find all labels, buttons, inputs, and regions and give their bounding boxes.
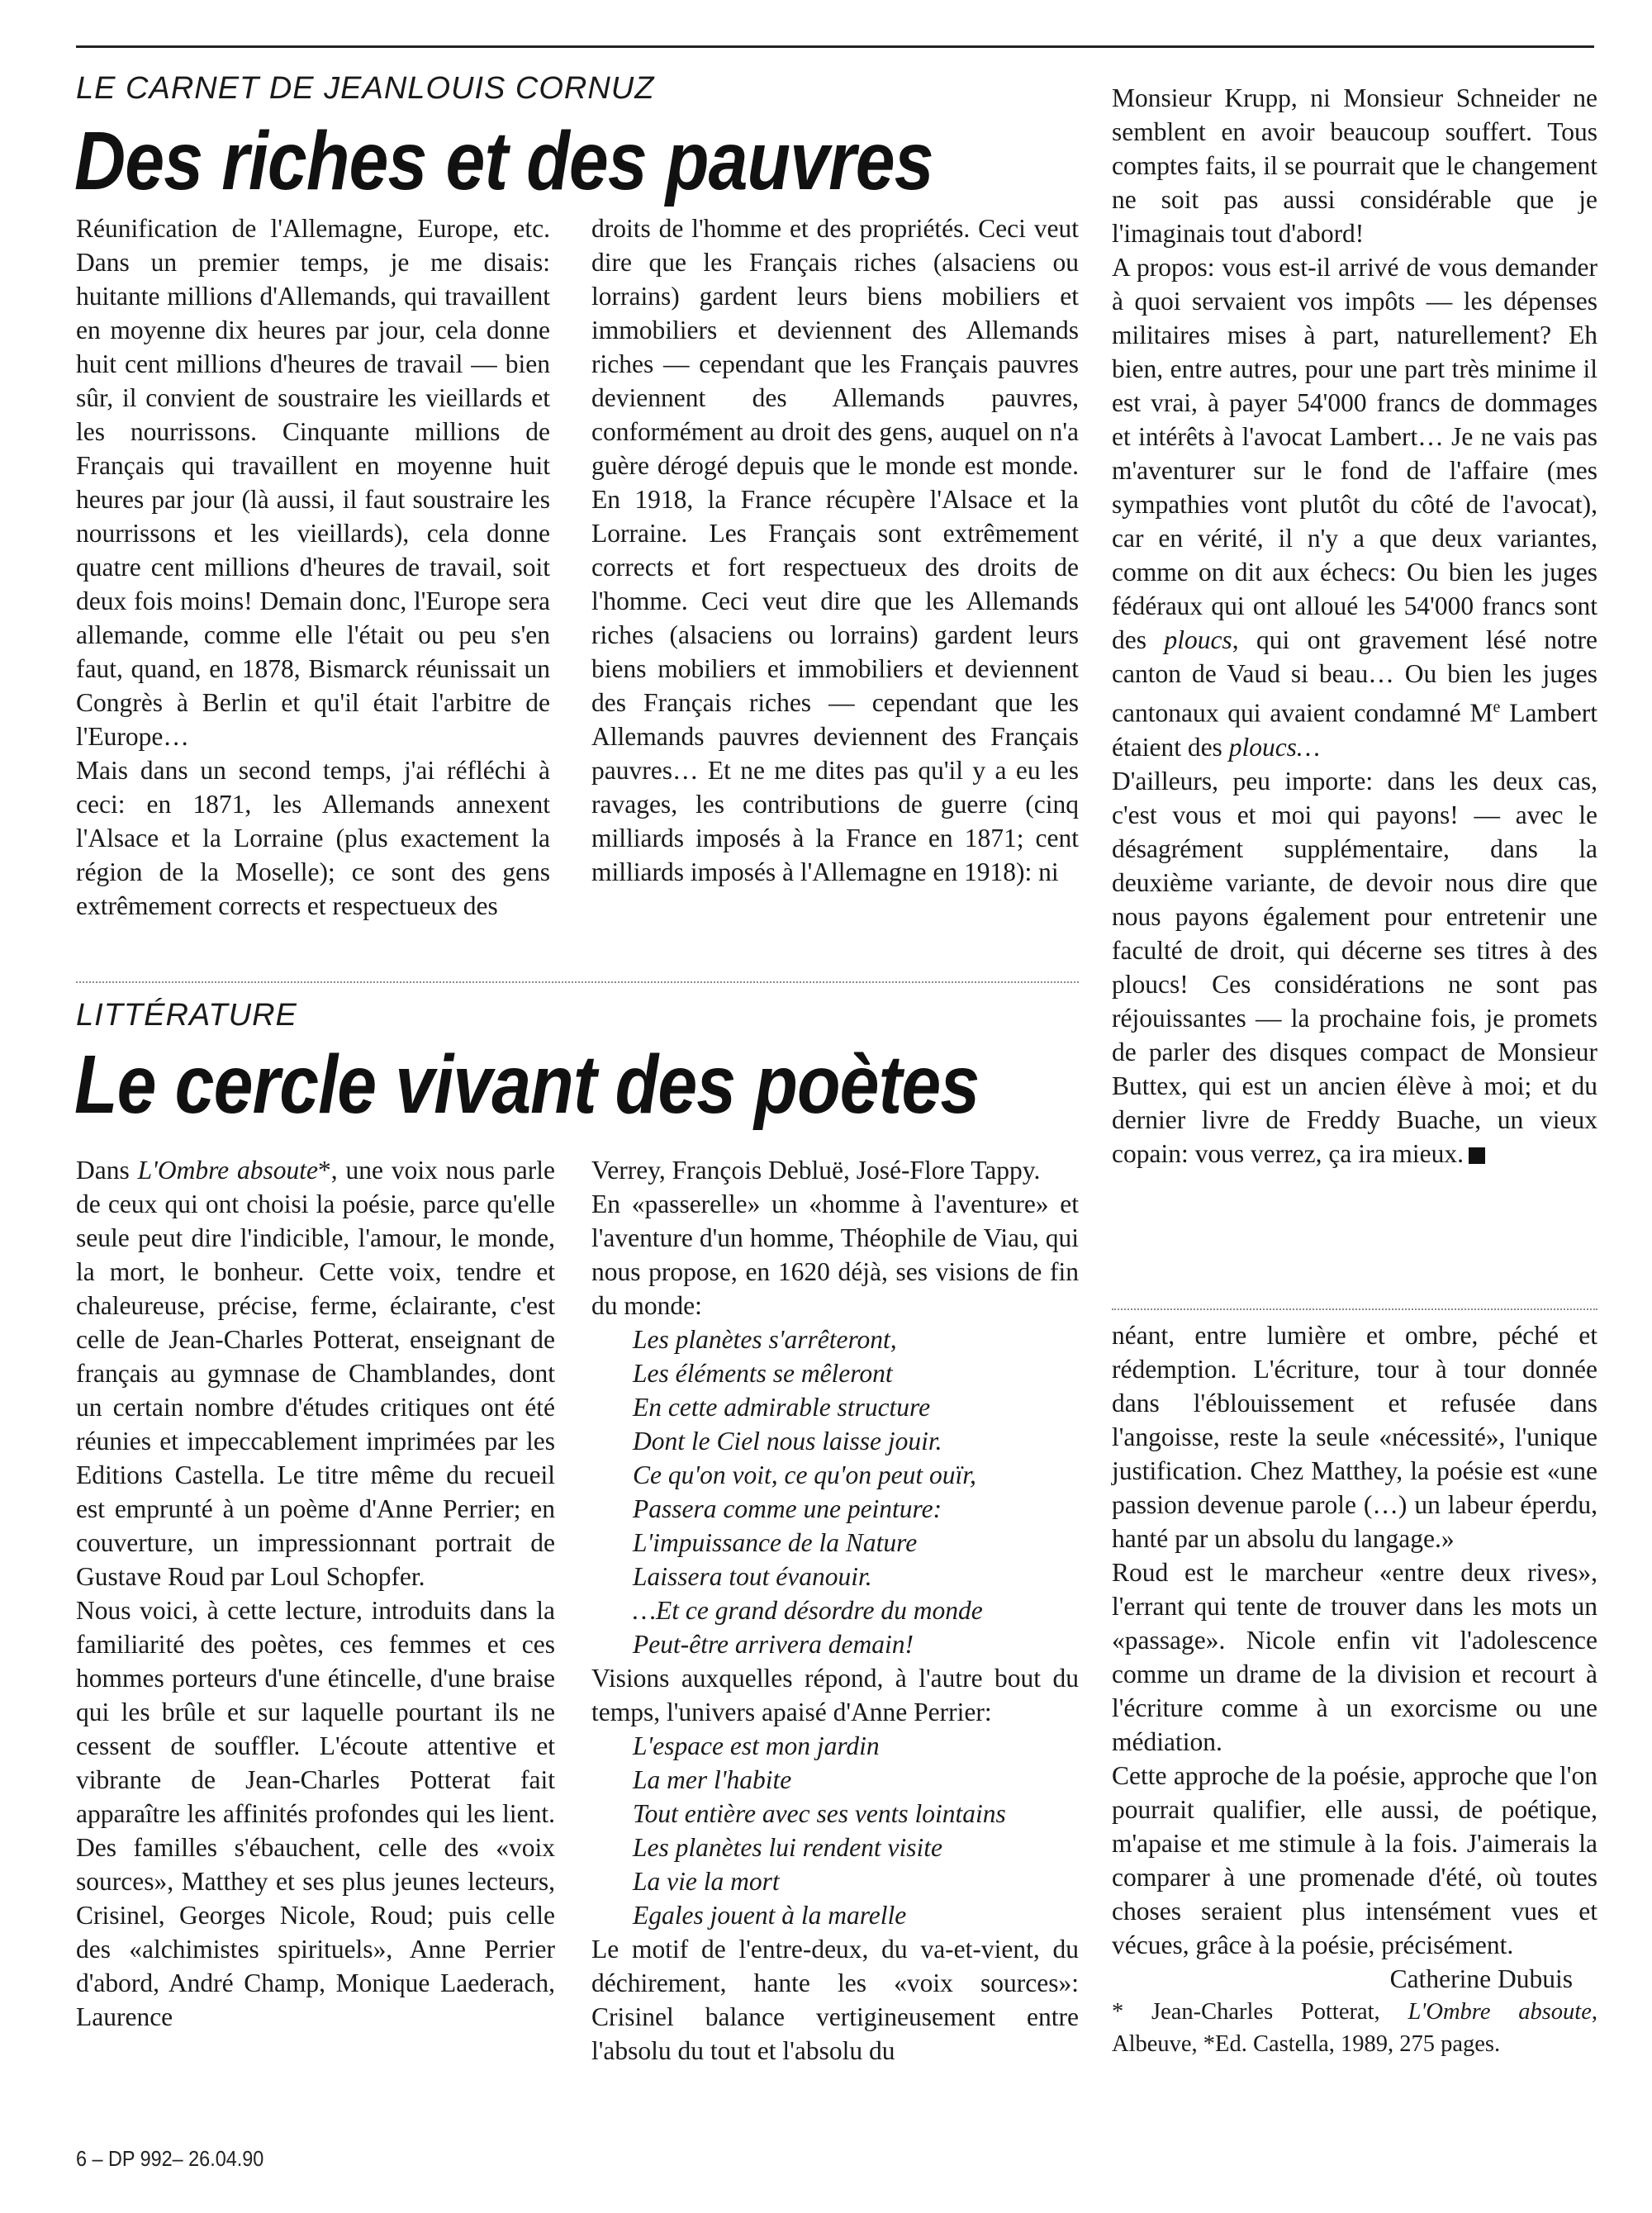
author-signature: Catherine Dubuis	[1389, 1964, 1573, 1993]
poem-line: Ce qu'on voit, ce qu'on peut ouïr,	[633, 1460, 976, 1489]
article1-col2	[591, 211, 1079, 889]
poem-line: Les éléments se mêleront	[633, 1359, 893, 1388]
poem-line: L'espace est mon jardin	[633, 1731, 880, 1760]
poem-line: Peut-être arrivera demain!	[633, 1630, 914, 1659]
poem-line: Passera comme une peinture:	[633, 1494, 942, 1523]
paragraph: En «passerelle» un «homme à l'aventure» et l'aventure d'un homme, Théophile de Viau, qui nous propose, en 1620 déjà, ses visions de fin du monde:	[591, 1190, 1079, 1320]
paragraph: Cette approche de la poésie, approche que l'on pourrait qualifier, elle aussi, de poétique, m'apaise et me stimule à la fois. J'aimerais la comparer à une promenade d'été, où toutes choses seraient plus intensément vues et vécues, grâce à la poésie, précisément.	[1112, 1761, 1597, 1959]
paragraph: Roud est le marcheur «entre deux rives», l'errant qui tente de trouver dans les mots un «passage». Nicole enfin vit l'adolescence comme un drame de la division et recourt à l'écriture comme à un exorcisme ou une médiation.	[1112, 1558, 1597, 1756]
poem-line: Laissera tout évanouir.	[633, 1562, 872, 1591]
poem-line: Egales jouent à la marelle	[633, 1901, 907, 1930]
column-divider	[1112, 1308, 1597, 1310]
article2-col1	[76, 1153, 555, 2034]
article1-col3	[1112, 81, 1597, 1171]
end-mark-icon	[1469, 1147, 1485, 1164]
page-footer: 6 – DP 992– 26.04.90	[76, 2146, 264, 2171]
paragraph: Mais dans un second temps, j'ai réfléchi à ceci: en 1871, les Allemands annexent l'Alsace et la Lorraine (plus exactement la région de la Moselle); ce sont des gens extrêmement corrects et respectueux des	[76, 756, 550, 920]
paragraph: Monsieur Krupp, ni Monsieur Schneider ne semblent en avoir beaucoup souffert. Tous comptes faits, il se pourrait que le changement ne soit pas aussi considérable que je l'imaginais tout d'abord!	[1112, 83, 1597, 248]
footnote: * Jean-Charles Potterat, L'Ombre absoute, Albeuve, *Ed. Castella, 1989, 275 pages.	[1112, 1999, 1598, 2057]
poem-line: La mer l'habite	[633, 1765, 792, 1794]
article2-title: Le cercle vivant des poètes	[74, 1038, 980, 1131]
paragraph: Visions auxquelles répond, à l'autre bout du temps, l'univers apaisé d'Anne Perrier:	[591, 1664, 1079, 1726]
poem-line: La vie la mort	[633, 1867, 780, 1896]
paragraph: droits de l'homme et des propriétés. Ceci veut dire que les Français riches (alsaciens ou lorrains) gardent leurs biens mobiliers et immobiliers et deviennent des Allemands riches — cependant que les Français pauvres deviennent des Allemands pauvres, conformément au droit des gens, auquel on n'a guère dérogé depuis que le monde est monde. En 1918, la France récupère l'Alsace et la Lorraine. Les Français sont extrêmement corrects et fort respectueux des droits de l'homme. Ceci veut dire que les Allemands riches (alsaciens ou lorrains) gardent leurs biens mobiliers et immobiliers et deviennent des Français riches — cependant que les Allemands pauvres deviennent des Français pauvres… Et ne me dites pas qu'il y a eu les ravages, les contributions de guerre (cinq milliards imposés à la France en 1871; cent milliards imposés à l'Allemagne en 1918): ni	[591, 214, 1079, 886]
article1-title: Des riches et des pauvres	[74, 115, 933, 207]
paragraph: Dans L'Ombre absoute*, une voix nous parle de ceux qui ont choisi la poésie, parce qu'elle seule peut dire l'indicible, l'amour, le monde, la mort, le bonheur. Cette voix, tendre et chaleureuse, précise, ferme, éclairante, c'est celle de Jean-Charles Potterat, enseignant de français au gymnase de Chamblandes, dont un certain nombre d'études critiques ont été réunies et impeccablement imprimées par les Editions Castella. Le titre même du recueil est emprunté à un poème d'Anne Perrier; en couverture, un impressionnant portrait de Gustave Roud par Loul Schopfer.	[76, 1156, 555, 1591]
poem-line: Tout entière avec ses vents lointains	[633, 1799, 1006, 1828]
paragraph: Réunification de l'Allemagne, Europe, etc. Dans un premier temps, je me disais: huitante millions d'Allemands, qui travaillent en moyenne dix heures par jour, cela donne huit cent millions d'heures de travail — bien sûr, il convient de soustraire les vieillards et les nourrissons. Cinquante millions de Français qui travaillent en moyenne huit heures par jour (là aussi, il faut soustraire les nourrissons et les vieillards), cela donne quatre cent millions d'heures de travail, soit deux fois moins! Demain donc, l'Europe sera allemande, comme elle l'était ou peu s'en faut, quand, en 1878, Bismarck réunissait un Congrès à Berlin et qu'il était l'arbitre de l'Europe…	[76, 214, 550, 751]
poem-theophile-de-viau	[633, 1323, 1079, 1661]
paragraph: néant, entre lumière et ombre, péché et rédemption. L'écriture, tour à tour donnée dans l'éblouissement et refusée dans l'angoisse, reste la seule «nécessité», l'unique justification. Chez Matthey, la poésie est «une passion devenue parole (…) un labeur éperdu, hanté par un absolu du langage.»	[1112, 1321, 1597, 1553]
poem-line: …Et ce grand désordre du monde	[633, 1596, 983, 1625]
paragraph: Le motif de l'entre-deux, du va-et-vient, du déchirement, hante les «voix sources»: Crisinel balance vertigineusement entre l'absolu du tout et l'absolu du	[591, 1935, 1079, 2065]
section-divider	[76, 981, 1079, 983]
paragraph: Nous voici, à cette lecture, introduits dans la familiarité des poètes, ces femmes et ces hommes porteurs d'une étincelle, d'une braise qui les brûle et sur laquelle pourtant ils ne cessent de souffler. L'écoute attentive et vibrante de Jean-Charles Potterat fait apparaître les affinités profondes qui les lient. Des familles s'ébauchent, celle des «voix sources», Matthey et ses plus jeunes lecteurs, Crisinel, Georges Nicole, Roud; puis celle des «alchimistes spirituels», Anne Perrier d'abord, André Champ, Monique Laederach, Laurence	[76, 1596, 555, 2031]
poem-line: En cette admirable structure	[633, 1393, 931, 1422]
article1-col1	[76, 211, 550, 923]
poem-line: Les planètes s'arrêteront,	[633, 1325, 897, 1354]
article1-kicker: LE CARNET DE JEANLOUIS CORNUZ	[76, 71, 655, 106]
top-rule	[76, 45, 1594, 48]
paragraph: A propos: vous est-il arrivé de vous demander à quoi servaient vos impôts — les dépenses militaires mises à part, naturellement? Eh bien, entre autres, pour une part très minime il est vrai, à payer 54'000 francs de dommages et intérêts à l'avocat Lambert… Je ne vais pas m'aventurer sur le fond de l'affaire (mes sympathies vont plutôt du côté de l'avocat), car en vérité, il n'y a que deux variantes, comme on dit aux échecs: Ou bien les juges fédéraux qui ont alloué les 54'000 francs sont des ploucs, qui ont gravement lésé notre canton de Vaud si beau… Ou bien les juges cantonaux qui avaient condamné Me Lambert étaient des ploucs…	[1112, 253, 1597, 762]
poem-anne-perrier	[633, 1729, 1079, 1932]
article2-col3	[1112, 1318, 1597, 2060]
article2-col2	[591, 1153, 1079, 2068]
poem-line: Les planètes lui rendent visite	[633, 1833, 943, 1862]
paragraph: Verrey, François Debluë, José-Flore Tappy.	[591, 1156, 1041, 1185]
paragraph: D'ailleurs, peu importe: dans les deux cas, c'est vous et moi qui payons! — avec le désagrément supplémentaire, dans la deuxième variante, de devoir nous dire que nous payons également pour entretenir une faculté de droit, qui décerne ses titres à des ploucs! Ces considérations ne sont pas réjouissantes — la prochaine fois, je promets de parler des disques compact de Monsieur Buttex, qui est un ancien élève à moi; et du dernier livre de Freddy Buache, un vieux copain: vous verrez, ça ira mieux.	[1112, 766, 1597, 1168]
poem-line: L'impuissance de la Nature	[633, 1528, 918, 1557]
article2-kicker: LITTÉRATURE	[76, 998, 297, 1033]
poem-line: Dont le Ciel nous laisse jouir.	[633, 1427, 942, 1456]
